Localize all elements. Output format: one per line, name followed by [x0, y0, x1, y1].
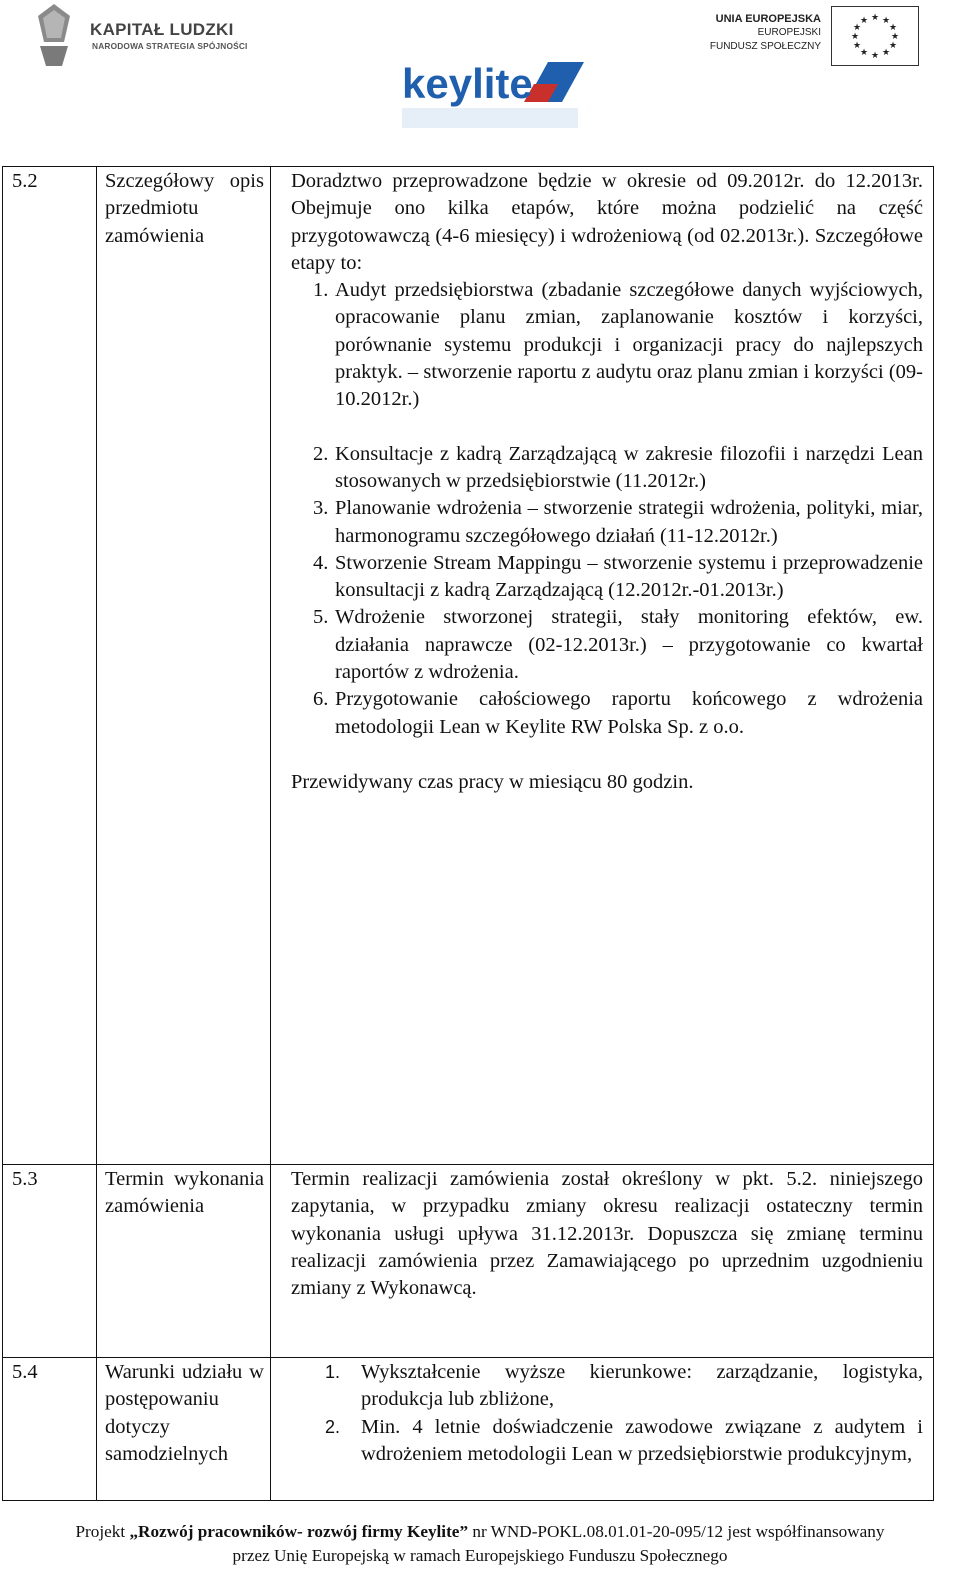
svg-text:★: ★: [888, 41, 898, 51]
list-item: [291, 550, 923, 605]
list-item-text: Min. 4 letnie doświadczenie zawodowe związane z audytem i wdrożeniem metodologii Lean w przedsiębiorstwie produkcyjnym,: [361, 1415, 923, 1465]
section-number: 5.3: [3, 1165, 97, 1358]
list-item-number: 1.: [313, 279, 329, 302]
section-text: Termin realizacji zamówienia został określony w pkt. 5.2. niniejszego zapytania, w przypadku zmiany okresu realizacji ostateczny termin wykonania usługi upływa 31.12.2013r. Dopuszcza się zmianę terminu realizacji zamówienia przez Zamawiającego po uprzednim uzgodnieniu zmiany z Wykonawcą.: [291, 1168, 923, 1300]
section-content: [271, 1165, 934, 1358]
page-footer: [0, 1520, 960, 1568]
work-time-note: Przewidywany czas pracy w miesiącu 80 godzin.: [291, 770, 694, 793]
list-item-number: 1.: [325, 1362, 341, 1382]
table-row-5-4: [3, 1358, 934, 1501]
kapital-ludzki-subtitle: NARODOWA STRATEGIA SPÓJNOŚCI: [92, 41, 248, 51]
section-content: [271, 167, 934, 1165]
specification-table: [2, 166, 934, 1501]
section-number: 5.2: [3, 167, 97, 1165]
keylite-logo-text: keylite: [402, 60, 533, 107]
svg-text:★: ★: [859, 48, 869, 58]
eu-logo-text: [703, 12, 821, 54]
list-item-text: Audyt przedsiębiorstwa (zbadanie szczegółowe danych wyjściowych, opracowanie planu zmian, zaplanowanie kosztów i korzyści, porównanie systemu produkcji i organizacji pracy do najlepszych praktyk. – stworzenie raportu z audytu oraz planu zmian i korzyści (09-10.2012r.): [335, 279, 923, 411]
list-item: [291, 495, 923, 550]
list-item: [291, 686, 923, 741]
list-item: [291, 1414, 923, 1469]
list-item-number: 2.: [313, 442, 329, 465]
svg-text:★: ★: [850, 32, 860, 42]
svg-text:★: ★: [870, 51, 880, 61]
kapital-ludzki-emblem-icon: [34, 2, 74, 68]
footer-project-name: „Rozwój pracowników- rozwój firmy Keylite”: [129, 1522, 469, 1541]
svg-text:★: ★: [881, 16, 891, 26]
section-intro: Doradztwo przeprowadzone będzie w okresie od 09.2012r. do 12.2013r. Obejmuje ono kilka etapów, które można podzielić na część przygotowawczą (4-6 miesięcy) i wdrożeniową (od 02.2013r.). Szczegółowe etapy to:: [291, 170, 923, 274]
list-item-text: Stworzenie Stream Mappingu – stworzenie systemu i przeprowadzenie konsultacji z kadrą Zarządzającą (12.2012r.-01.2013r.): [335, 551, 923, 602]
list-item-number: 5.: [313, 606, 329, 629]
eu-line2: EUROPEJSKI: [757, 27, 821, 38]
list-spacer: [291, 414, 923, 441]
svg-text:★: ★: [852, 23, 862, 33]
keylite-logo: [398, 58, 586, 130]
svg-text:★: ★: [852, 41, 862, 51]
table-row-5-3: [3, 1165, 934, 1358]
eu-line1: UNIA EUROPEJSKA: [715, 13, 821, 25]
table-row-5-2: [3, 167, 934, 1165]
eu-logo: [703, 6, 919, 66]
list-item-text: Wdrożenie stworzonej strategii, stały monitoring efektów, ew. działania naprawcze (02-12.2013r.) – przygotowanie co kwartał raportów z wdrożenia.: [335, 606, 923, 684]
list-item: [291, 1359, 923, 1414]
kapital-ludzki-logo: [34, 0, 264, 70]
conditions-list: [291, 1359, 923, 1468]
kapital-ludzki-title: KAPITAŁ LUDZKI: [90, 20, 234, 39]
list-item-number: 3.: [313, 497, 329, 520]
footer-line1: [0, 1520, 960, 1544]
footer-suffix: nr WND-POKL.08.01.01-20-095/12 jest współfinansowany: [468, 1522, 885, 1541]
section-label: Warunki udziału w postępowaniu dotyczy samodzielnych: [97, 1358, 271, 1501]
stage-list: [291, 277, 923, 741]
svg-text:★: ★: [859, 16, 869, 26]
section-content: [271, 1358, 934, 1501]
list-item-text: Przygotowanie całościowego raportu końcowego z wdrożenia metodologii Lean w Keylite RW Polska Sp. z o.o.: [335, 688, 923, 738]
list-item-number: 2.: [325, 1416, 341, 1437]
section-label: Szczegółowy opis przedmiotu zamówienia: [97, 167, 271, 1165]
eu-line3: FUNDUSZ SPOŁECZNY: [709, 41, 821, 52]
list-item-text: Planowanie wdrożenia – stworzenie strategii wdrożenia, polityki, miar, harmonogramu szczegółowego działań (11-12.2012r.): [335, 497, 923, 547]
list-item-number: 6.: [313, 688, 329, 711]
section-number: 5.4: [3, 1358, 97, 1501]
footer-prefix: Projekt: [75, 1522, 130, 1541]
list-item: [291, 277, 923, 413]
list-item-text: Konsultacje z kadrą Zarządzającą w zakresie filozofii i narzędzi Lean stosowanych w przedsiębiorstwie (11.2012r.): [335, 442, 923, 492]
list-item: [291, 441, 923, 496]
list-item-text: Wykształcenie wyższe kierunkowe: zarządzanie, logistyka, produkcja lub zbliżone,: [361, 1361, 923, 1411]
svg-text:★: ★: [890, 32, 900, 42]
svg-text:★: ★: [881, 48, 891, 58]
section-label: Termin wykonania zamówienia: [97, 1165, 271, 1358]
footer-line2: przez Unię Europejską w ramach Europejskiego Funduszu Społecznego: [232, 1546, 728, 1565]
svg-text:★: ★: [888, 23, 898, 33]
eu-flag-icon: [831, 6, 919, 66]
list-item-number: 4.: [313, 551, 329, 574]
list-item: [291, 604, 923, 686]
svg-text:★: ★: [870, 13, 880, 23]
